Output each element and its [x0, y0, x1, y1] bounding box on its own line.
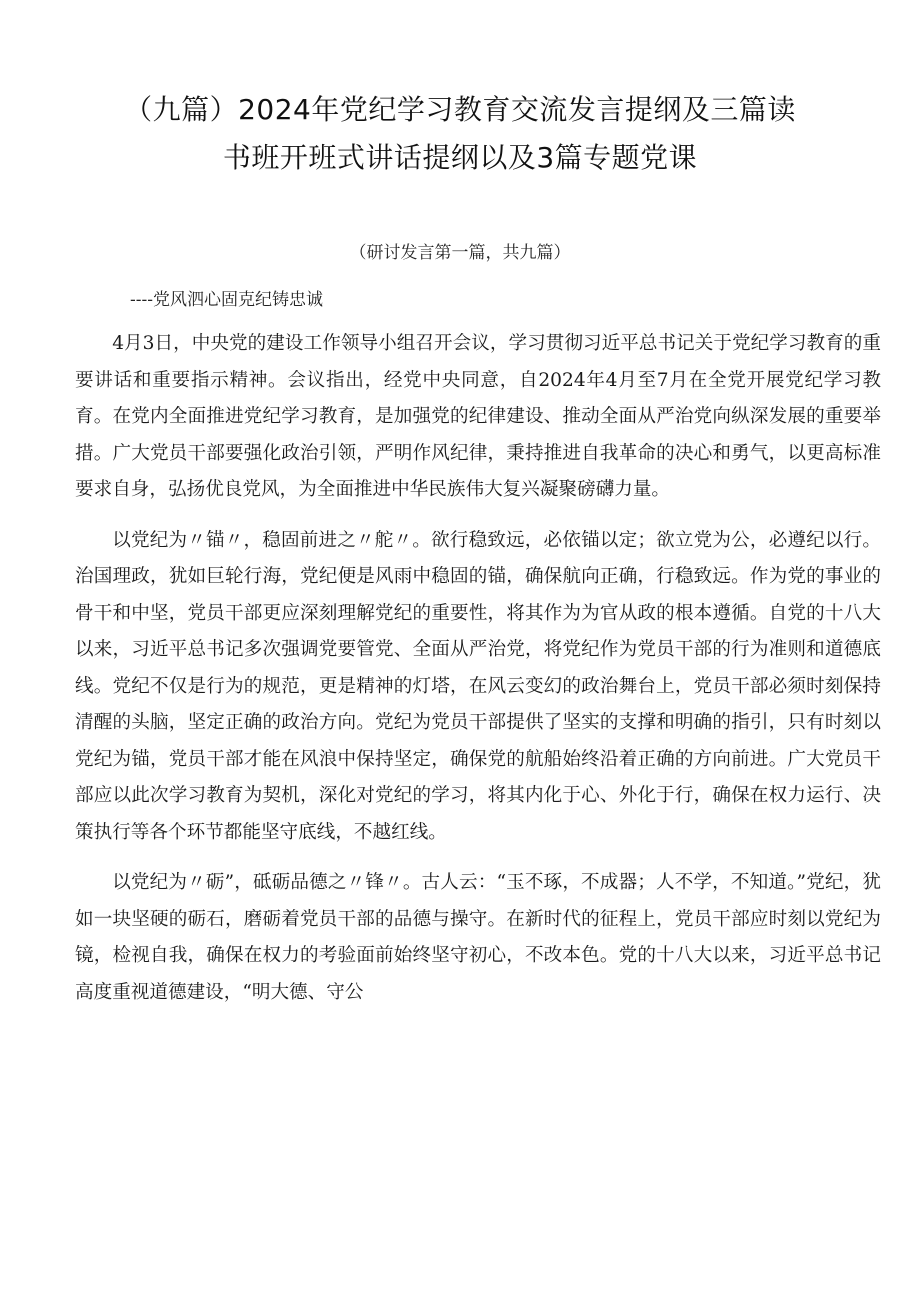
document-body: [75, 326, 881, 1025]
document-subtitle: （研讨发言第一篇，共九篇）: [349, 243, 571, 263]
paragraph-1: 4月3日，中央党的建设工作领导小组召开会议，学习贯彻习近平总书记关于党纪学习教育的重要讲话和重要指示精神。会议指出，经党中央同意，自2024年4月至7月在全党开展党纪学习教育。在党内全面推进党纪学习教育，是加强党的纪律建设、推动全面从严治党向纵深发展的重要举措。广大党员干部要强化政治引领，严明作风纪律，秉持推进自我革命的决心和勇气，以更高标准要求自身，弘扬优良党风，为全面推进中华民族伟大复兴凝聚磅礴力量。: [75, 333, 881, 500]
paragraph-2: 以党纪为〃锚〃，稳固前进之〃舵〃。欲行稳致远，必依锚以定；欲立党为公，必遵纪以行。治国理政，犹如巨轮行海，党纪便是风雨中稳固的锚，确保航向正确，行稳致远。作为党的事业的骨干和中坚，党员干部更应深刻理解党纪的重要性，将其作为为官从政的根本遵循。自党的十八大以来，习近平总书记多次强调党要管党、全面从严治党，将党纪作为党员干部的行为准则和道德底线。党纪不仅是行为的规范，更是精神的灯塔，在风云变幻的政治舞台上，党员干部必须时刻保持清醒的头脑，坚定正确的政治方向。党纪为党员干部提供了坚实的支撑和明确的指引，只有时刻以党纪为锚，党员干部才能在风浪中保持坚定，确保党的航船始终沿着正确的方向前进。广大党员干部应以此次学习教育为契机，深化对党纪的学习，将其内化于心、外化于行，确保在权力运行、决策执行等各个环节都能坚守底线，不越红线。: [75, 529, 881, 843]
paragraph-3: 以党纪为〃砺”，砥砺品德之〃锋〃。古人云：“玉不琢，不成器；人不学，不知道。”党纪，犹如一块坚硬的砺石，磨砺着党员干部的品德与操守。在新时代的征程上，党员干部应时刻以党纪为镜，检视自我，确保在权力的考验面前始终坚守初心，不改本色。党的十八大以来，习近平总书记高度重视道德建设，“明大德、守公: [75, 872, 881, 1003]
section-heading: ----党风泗心固克纪铸忠诚: [130, 290, 323, 310]
document-title: [60, 86, 860, 182]
title-line-2: 书班开班式讲话提纲以及3篇专题党课: [222, 141, 698, 174]
title-line-1: （九篇）2024年党纪学习教育交流发言提纲及三篇读: [124, 93, 796, 126]
